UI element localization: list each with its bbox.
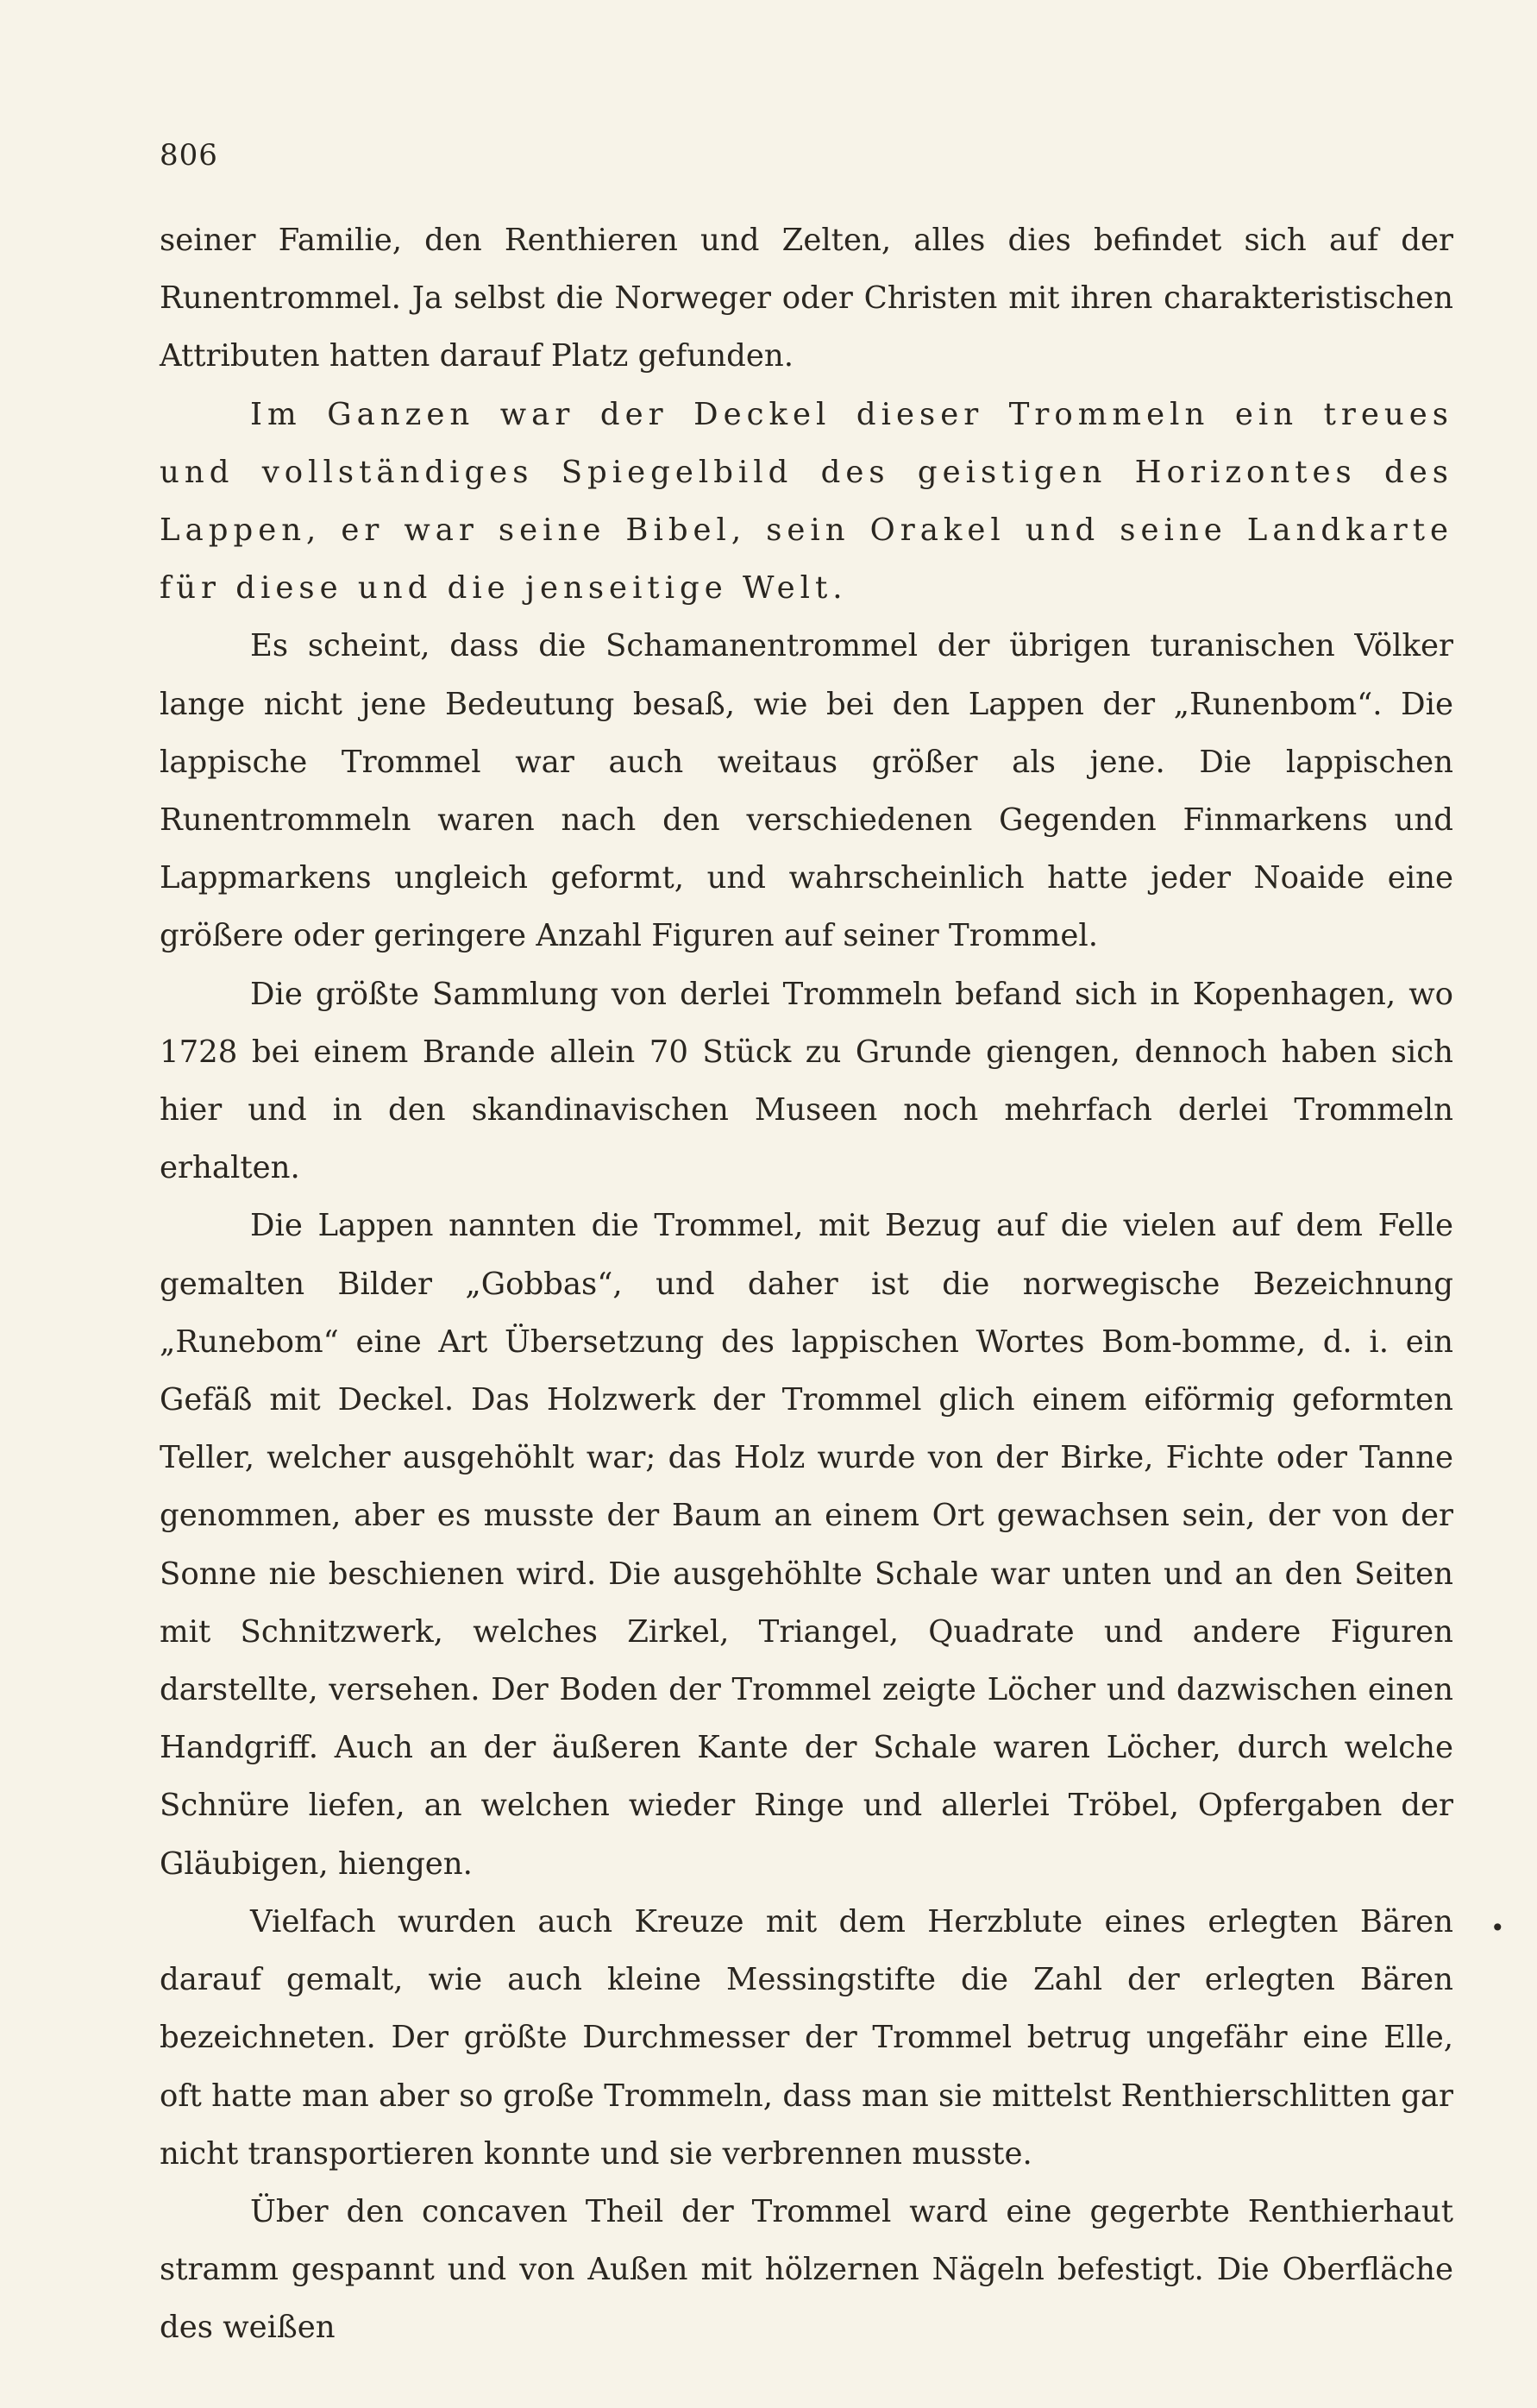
paragraph: Die Lappen nannten die Trommel, mit Bezug auf die vielen auf dem Felle gemalten Bilder „Gobbas“, und daher ist die norwegische Bezeichnung „Runebom“ eine Art Übersetzung des lappischen Wortes Bom-bomme, d. i. ein Gefäß mit Deckel. Das Holzwerk der Trommel glich einem eiförmig geformten Teller, welcher ausgehöhlt war; das Holz wurde von der Birke, Fichte oder Tanne genommen, aber es musste der Baum an einem Ort gewachsen sein, der von der Sonne nie beschienen wird. Die ausgehöhlte Schale war unten und an den Seiten mit Schnitzwerk, welches Zirkel, Triangel, Quadrate und andere Figuren darstellte, versehen. Der Boden der Trommel zeigte Löcher und dazwischen einen Handgriff. Auch an der äußeren Kante der Schale waren Löcher, durch welche Schnüre liefen, an welchen wieder Ringe und allerlei Tröbel, Opfergaben der Gläubigen, hiengen. [160,1208,1453,1882]
margin-mark: • [1490,1914,1505,1942]
paragraph: Im Ganzen war der Deckel dieser Trommeln ein treues und vollständiges Spiegelbild des geistigen Horizontes des Lappen, er war seine Bibel, sein Orakel und seine Landkarte für diese und die jenseitige Welt. [160,396,1453,607]
page-number: 806 [160,138,218,173]
paragraph: Die größte Sammlung von derlei Trommeln befand sich in Kopenhagen, wo 1728 bei einem Brande allein 70 Stück zu Grunde giengen, dennoch haben sich hier und in den skandinavischen Museen noch mehrfach derlei Trommeln erhalten. [160,976,1453,1186]
body-text [160,211,1453,2357]
paragraph: Vielfach wurden auch Kreuze mit dem Herzblute eines erlegten Bären darauf gemalt, wie auch kleine Messingstifte die Zahl der erlegten Bären bezeichneten. Der größte Durchmesser der Trommel betrug ungefähr eine Elle, oft hatte man aber so große Trommeln, dass man sie mittelst Renthierschlitten gar nicht transportieren konnte und sie verbrennen musste. [160,1903,1453,2172]
paragraph: Über den concaven Theil der Trommel ward eine gegerbte Renthierhaut stramm gespannt und von Außen mit hölzernen Nägeln befestigt. Die Oberfläche des weißen [160,2193,1453,2346]
paragraph: Es scheint, dass die Schamanentrommel der übrigen turanischen Völker lange nicht jene Bedeutung besaß, wie bei den Lappen der „Runenbom“. Die lappische Trommel war auch weitaus größer als jene. Die lappischen Runentrommeln waren nach den verschiedenen Gegenden Finmarkens und Lappmarkens ungleich geformt, und wahrscheinlich hatte jeder Noaide eine größere oder geringere Anzahl Figuren auf seiner Trommel. [160,628,1453,954]
paragraph: seiner Familie, den Renthieren und Zelten, alles dies befindet sich auf der Runentrommel. Ja selbst die Norweger oder Christen mit ihren charakteristischen Attributen hatten darauf Platz gefunden. [160,223,1453,374]
